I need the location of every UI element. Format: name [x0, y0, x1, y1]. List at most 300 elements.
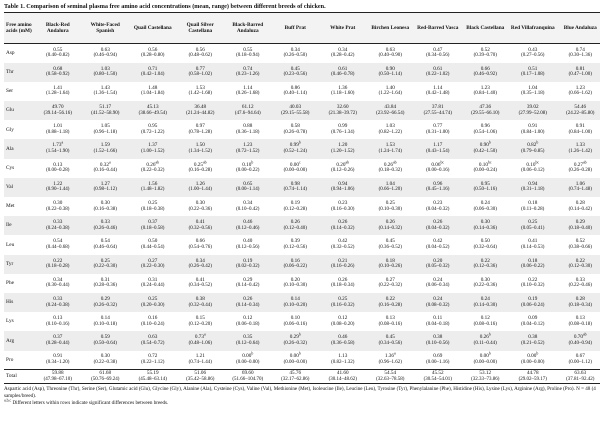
range-value: (0.18–0.38)	[141, 206, 165, 212]
mean-value	[224, 370, 272, 377]
mean-value	[462, 104, 510, 111]
mean-value	[462, 334, 510, 341]
range-value: (0.58–0.92)	[46, 72, 70, 78]
significance-superscript: b	[298, 332, 301, 337]
mean-number: 0.28	[575, 295, 585, 302]
amino-acid-label: Val	[4, 178, 34, 197]
mean-number: 0.26	[479, 334, 489, 341]
mean-number: 0.41	[528, 238, 538, 245]
mean-value	[557, 85, 600, 92]
mean-value	[129, 258, 177, 265]
range-value: (0.22–0.30)	[93, 264, 117, 270]
range-value: (0.42–1.50)	[473, 149, 497, 155]
mean-number: 0.73	[194, 334, 204, 341]
table-cell	[414, 82, 462, 101]
mean-value	[319, 159, 367, 169]
range-value: (0.72–1.52)	[236, 149, 260, 155]
mean-number: 0.34	[290, 46, 300, 53]
table-cell	[34, 216, 82, 235]
table-cell	[367, 312, 415, 331]
range-value: (39.14–56.16)	[43, 110, 72, 116]
range-value: (0.52–1.24)	[283, 149, 307, 155]
amino-acid-label: Leu	[6, 241, 15, 248]
range-value: (0.22–0.38)	[93, 359, 117, 365]
column-header-breed: Quail Silver Castellana	[177, 13, 225, 44]
range-value: (1.00–1.52)	[141, 149, 165, 155]
range-value: (0.00–1.12)	[568, 359, 592, 365]
table-row	[4, 293, 600, 312]
mean-value	[462, 353, 510, 360]
mean-value	[414, 47, 462, 54]
table-cell	[224, 235, 272, 254]
range-value: (1.54–1.90)	[46, 149, 70, 155]
mean-number: 1.13	[338, 353, 348, 360]
table-cell	[224, 63, 272, 82]
table-cell	[319, 370, 367, 384]
mean-number: 0.34	[195, 257, 205, 264]
mean-number: 0.26	[290, 219, 300, 226]
mean-value	[319, 47, 367, 54]
mean-value	[224, 47, 272, 54]
mean-value	[272, 315, 320, 322]
mean-number: 1.43	[100, 84, 110, 91]
mean-number: 0.22	[575, 257, 585, 264]
range-value: (0.18–0.32)	[378, 168, 402, 174]
mean-number: 0.50	[148, 238, 158, 245]
table-cell	[414, 235, 462, 254]
table-cell	[509, 370, 557, 384]
mean-value	[367, 334, 415, 341]
range-value: (0.96–1.18)	[93, 129, 117, 135]
significance-text: Different letters within rows indicate significant differences between breeds.	[12, 399, 169, 406]
range-value: (0.00–1.16)	[426, 359, 450, 365]
mean-value	[224, 200, 272, 207]
mean-number: 0.23	[338, 200, 348, 206]
mean-value	[319, 181, 367, 188]
table-cell	[462, 370, 510, 384]
mean-value	[509, 123, 557, 130]
range-value: (0.44–0.68)	[46, 244, 70, 250]
table-cell	[557, 82, 600, 101]
table-cell	[509, 331, 557, 350]
range-value: (29.55–66.10)	[471, 110, 500, 116]
mean-number: 63.63	[574, 370, 587, 377]
range-value: (0.22–0.32)	[378, 283, 402, 289]
mean-value	[367, 353, 415, 360]
range-value: (0.04–0.52)	[426, 244, 450, 250]
range-value: (0.12–0.64)	[236, 340, 260, 346]
mean-value	[272, 66, 320, 73]
mean-value	[224, 315, 272, 322]
mean-value	[272, 47, 320, 54]
mean-number: 0.26	[383, 161, 393, 168]
amino-acid-label: Met	[6, 203, 15, 210]
mean-value	[414, 85, 462, 92]
table-row	[4, 139, 600, 158]
mean-value	[177, 334, 225, 341]
range-value: (1.20–1.52)	[331, 149, 355, 155]
mean-value	[319, 238, 367, 245]
range-value: (0.06–0.34)	[426, 283, 450, 289]
table-cell	[129, 101, 177, 120]
mean-number: 0.33	[53, 295, 63, 302]
mean-value	[414, 66, 462, 73]
mean-value	[224, 123, 272, 130]
table-cell	[34, 351, 82, 370]
mean-number: 1.41	[53, 84, 63, 91]
mean-value	[509, 159, 557, 169]
range-value: (0.34–1.20)	[46, 359, 70, 365]
significance-note	[4, 400, 596, 407]
mean-value	[414, 123, 462, 130]
mean-number: 0.38	[528, 334, 538, 341]
mean-value	[509, 104, 557, 111]
range-value: (29.15–55.58)	[281, 110, 310, 116]
amino-acid-label: Asp	[6, 50, 15, 57]
mean-number: 0.13	[575, 315, 585, 322]
mean-number: 0.94	[528, 180, 538, 187]
mean-number: 0.99	[289, 142, 299, 149]
table-cell	[414, 44, 462, 63]
mean-number: 0.30	[195, 200, 205, 206]
mean-number: 0.63	[100, 46, 110, 53]
range-value: (45.48–63.14)	[138, 376, 167, 382]
mean-number: 0.24	[433, 295, 443, 302]
mean-value	[462, 238, 510, 245]
range-value: (0.31–1.00)	[426, 129, 450, 135]
table-cell	[34, 82, 82, 101]
table-cell	[319, 293, 367, 312]
mean-number: 0.24	[480, 295, 490, 302]
mean-value	[272, 370, 320, 377]
range-value: (0.08–0.20)	[331, 321, 355, 327]
range-value: (0.14–0.42)	[236, 283, 260, 289]
mean-value	[129, 104, 177, 111]
range-value: (0.18–0.94)	[236, 53, 260, 59]
range-value: (0.10–0.32)	[521, 283, 545, 289]
mean-number: 0.99	[338, 123, 348, 130]
mean-value	[509, 277, 557, 284]
mean-number: 1.56	[148, 180, 158, 187]
mean-value	[82, 159, 130, 169]
mean-number: 0.71	[148, 65, 158, 72]
mean-number: 0.22	[53, 257, 63, 264]
range-value: (0.66–1.20)	[378, 187, 402, 193]
mean-number: 0.54	[100, 238, 110, 245]
mean-number: 0.20	[336, 161, 346, 168]
mean-value	[557, 334, 600, 341]
range-value: (0.74–1.48)	[568, 187, 592, 193]
mean-value	[557, 296, 600, 303]
mean-value	[557, 66, 600, 73]
range-value: (0.22–1.12)	[141, 359, 165, 365]
mean-number: 0.29	[100, 295, 110, 302]
table-cell	[272, 82, 320, 101]
mean-number: 0.00	[242, 353, 252, 360]
significance-superscript: a	[393, 351, 396, 356]
table-cell	[177, 101, 225, 120]
amino-acid-label: His	[4, 293, 34, 312]
range-value: (0.40–0.82)	[46, 53, 70, 59]
range-value: (0.24–0.38)	[46, 225, 70, 231]
table-cell	[557, 101, 600, 120]
range-value: (0.21–0.52)	[521, 340, 545, 346]
mean-number: 0.45	[385, 238, 395, 245]
mean-value	[367, 296, 415, 303]
mean-value	[224, 159, 272, 169]
significance-superscript: b	[488, 351, 491, 356]
mean-value	[177, 181, 225, 188]
mean-value	[34, 315, 82, 322]
table-cell	[319, 82, 367, 101]
mean-number: 0.25	[148, 295, 158, 302]
range-value: (0.14–0.53)	[521, 244, 545, 250]
table-cell	[34, 235, 82, 254]
mean-number: 0.14	[290, 295, 300, 302]
range-value: (0.74–1.44)	[188, 359, 212, 365]
table-cell	[414, 312, 462, 331]
table-cell	[272, 255, 320, 274]
range-value: (0.00–0.24)	[473, 168, 497, 174]
mean-number: 0.65	[243, 180, 253, 187]
mean-number: 0.29	[289, 334, 299, 341]
mean-number: 1.33	[575, 142, 585, 149]
mean-number: 54.46	[574, 104, 587, 111]
table-row	[4, 255, 600, 274]
range-value: (0.06–0.16)	[283, 321, 307, 327]
column-header-breed: Quail Castellana	[129, 13, 177, 44]
mean-number: 0.98	[290, 180, 300, 187]
mean-number: 43.84	[384, 104, 397, 111]
table-caption: Table 1. Comparison of seminal plasma free amino acid concentrations (mean, range) between different breeds of chicken.	[4, 3, 326, 10]
range-value: (0.17–1.08)	[521, 72, 545, 78]
range-value: (0.28–0.80)	[141, 53, 165, 59]
mean-number: 0.24	[480, 200, 490, 206]
table-cell	[34, 120, 82, 139]
table-cell	[509, 178, 557, 197]
mean-number: 0.28	[575, 200, 585, 206]
range-value: (21.24–44.82)	[186, 110, 215, 116]
range-value: (0.04–0.12)	[521, 321, 545, 327]
table-cell	[129, 63, 177, 82]
mean-number: 1.14	[243, 84, 253, 91]
mean-value	[129, 200, 177, 207]
column-header-breed: Red-Barred Vasca	[414, 13, 462, 44]
mean-number: 1.53	[385, 142, 395, 149]
mean-value	[557, 104, 600, 111]
range-value: (0.32–0.52)	[331, 244, 355, 250]
table-cell	[557, 331, 600, 350]
table-cell	[177, 82, 225, 101]
table-cell	[272, 178, 320, 197]
range-value: (0.00–0.00)	[473, 359, 497, 365]
mean-value	[462, 296, 510, 303]
table-cell	[224, 120, 272, 139]
range-value: (0.26–0.28)	[568, 168, 592, 174]
amino-acid-label: Ile	[4, 216, 34, 235]
mean-value	[129, 296, 177, 303]
mean-value	[367, 104, 415, 111]
table-cell	[177, 159, 225, 178]
mean-value	[462, 85, 510, 92]
mean-value	[319, 277, 367, 284]
mean-value	[319, 85, 367, 92]
mean-number: 0.25	[100, 257, 110, 264]
mean-value	[272, 353, 320, 360]
range-value: (0.24–0.44)	[141, 283, 165, 289]
range-value: (1.34–1.52)	[188, 149, 212, 155]
range-value: (0.66–1.62)	[568, 91, 592, 97]
table-cell	[509, 197, 557, 216]
mean-number: 0.42	[338, 238, 348, 245]
range-value: (0.10–0.20)	[283, 302, 307, 308]
table-cell	[414, 370, 462, 384]
mean-number: 0.26	[433, 219, 443, 226]
range-value: (0.96–1.62)	[378, 359, 402, 365]
table-cell	[414, 216, 462, 235]
table-cell	[82, 197, 130, 216]
mean-number: 39.02	[526, 104, 539, 111]
table-cell	[177, 293, 225, 312]
range-value: (0.34–0.56)	[426, 53, 450, 59]
range-value: (1.04–1.84)	[141, 91, 165, 97]
table-cell	[224, 274, 272, 293]
mean-value	[177, 370, 225, 377]
mean-number: 51.17	[99, 104, 112, 111]
mean-value	[367, 123, 415, 130]
mean-number: 0.45	[385, 334, 395, 341]
mean-number: 0.81	[575, 65, 585, 72]
mean-value	[129, 315, 177, 322]
table-cell	[129, 120, 177, 139]
mean-value	[224, 277, 272, 284]
range-value: (0.40–0.90)	[378, 53, 402, 59]
significance-superscript: a	[108, 159, 111, 164]
range-value: (0.48–1.06)	[188, 340, 212, 346]
table-cell	[129, 331, 177, 350]
column-header-breed: White-Faced Spanish	[82, 13, 130, 44]
mean-value	[177, 258, 225, 265]
range-value: (0.06–0.18)	[236, 321, 260, 327]
mean-value	[272, 277, 320, 284]
table-cell	[509, 274, 557, 293]
range-value: (0.40–1.14)	[283, 91, 307, 97]
mean-value	[319, 315, 367, 322]
range-value: (0.10–0.16)	[46, 321, 70, 327]
table-cell	[367, 331, 415, 350]
range-value: (0.40–0.94)	[568, 340, 592, 346]
range-value: (0.32–0.44)	[188, 302, 212, 308]
mean-number: 0.74	[243, 65, 253, 72]
range-value: (0.34–0.52)	[188, 283, 212, 289]
table-row	[4, 120, 600, 139]
table-cell	[462, 274, 510, 293]
range-value: (0.50–1.14)	[378, 72, 402, 78]
mean-number: 0.34	[243, 200, 253, 206]
mean-value	[414, 219, 462, 226]
range-value: (0.26–0.46)	[93, 225, 117, 231]
table-cell	[557, 63, 600, 82]
table-footnotes	[4, 386, 596, 406]
mean-number: 41.60	[336, 370, 349, 377]
mean-value	[129, 159, 177, 169]
table-cell	[414, 120, 462, 139]
mean-number: 0.96	[433, 180, 443, 187]
amino-acid-label: Pro	[6, 356, 14, 363]
range-value: (0.28–0.42)	[331, 53, 355, 59]
mean-value	[462, 219, 510, 226]
table-row	[4, 274, 600, 293]
mean-number: 0.38	[195, 295, 205, 302]
range-value: (51.66–104.70)	[232, 376, 264, 382]
abbreviation-note: Aspartic acid (Asp), Threonine (Thr), Serine (Ser), Glutamic acid (Glu), Glycine (Gly), Alanine (Ala), Cysteine (Cys), Valine (Val), Methionine (Met), Isoleucine (Ile), Leucine (Leu), Tyrosine (Tyr), Phenylalanine (Phe), Histidine (His), Lysine (Lys), Arginine (Arg), Proline (Pro). N = 48 (4 samples/breed).	[4, 386, 596, 400]
mean-value	[319, 104, 367, 111]
mean-number: 0.25	[338, 295, 348, 302]
mean-value	[414, 200, 462, 207]
mean-number: 1.27	[100, 180, 110, 187]
mean-number: 0.38	[433, 334, 443, 341]
mean-number: 51.06	[194, 370, 207, 377]
mean-value	[34, 47, 82, 54]
mean-number: 0.18	[528, 200, 538, 206]
mean-number: 0.13	[53, 315, 63, 322]
mean-value	[462, 258, 510, 265]
table-cell	[557, 159, 600, 178]
table-cell	[272, 120, 320, 139]
range-value: (0.12–0.56)	[236, 244, 260, 250]
table-cell	[272, 44, 320, 63]
range-value: (0.00–0.00)	[283, 168, 307, 174]
range-value: (0.50–0.64)	[93, 340, 117, 346]
range-value: (0.22–0.38)	[46, 206, 70, 212]
column-header-breed: Black-Red Andalura	[34, 13, 82, 44]
table-cell	[367, 178, 415, 197]
significance-superscript: ab	[582, 159, 587, 164]
mean-number: 59.88	[51, 370, 64, 377]
mean-value	[462, 66, 510, 73]
mean-number: 0.82	[527, 142, 537, 149]
mean-value	[34, 370, 82, 377]
table-cell	[82, 63, 130, 82]
table-cell	[509, 312, 557, 331]
table-cell	[129, 139, 177, 158]
mean-value	[129, 123, 177, 130]
table-cell	[34, 255, 82, 274]
mean-value	[462, 159, 510, 169]
mean-value	[414, 315, 462, 322]
table-cell	[367, 197, 415, 216]
range-value: (0.12–0.30)	[568, 264, 592, 270]
table-cell	[224, 331, 272, 350]
mean-number: 32.60	[336, 104, 349, 111]
mean-number: 1.22	[53, 180, 63, 187]
range-value: (29.02–59.17)	[518, 376, 547, 382]
mean-number: 1.20	[338, 142, 348, 149]
table-cell	[82, 159, 130, 178]
mean-value	[319, 258, 367, 265]
range-value: (0.98–1.12)	[93, 187, 117, 193]
table-cell	[319, 331, 367, 350]
mean-number: 0.91	[528, 123, 538, 130]
mean-value	[177, 123, 225, 130]
mean-value	[82, 200, 130, 207]
table-cell	[557, 351, 600, 370]
mean-value	[34, 238, 82, 245]
range-value: (0.08–0.18)	[568, 321, 592, 327]
mean-number: 1.36	[338, 84, 348, 91]
significance-superscript: ab	[345, 159, 350, 164]
mean-value	[367, 181, 415, 188]
